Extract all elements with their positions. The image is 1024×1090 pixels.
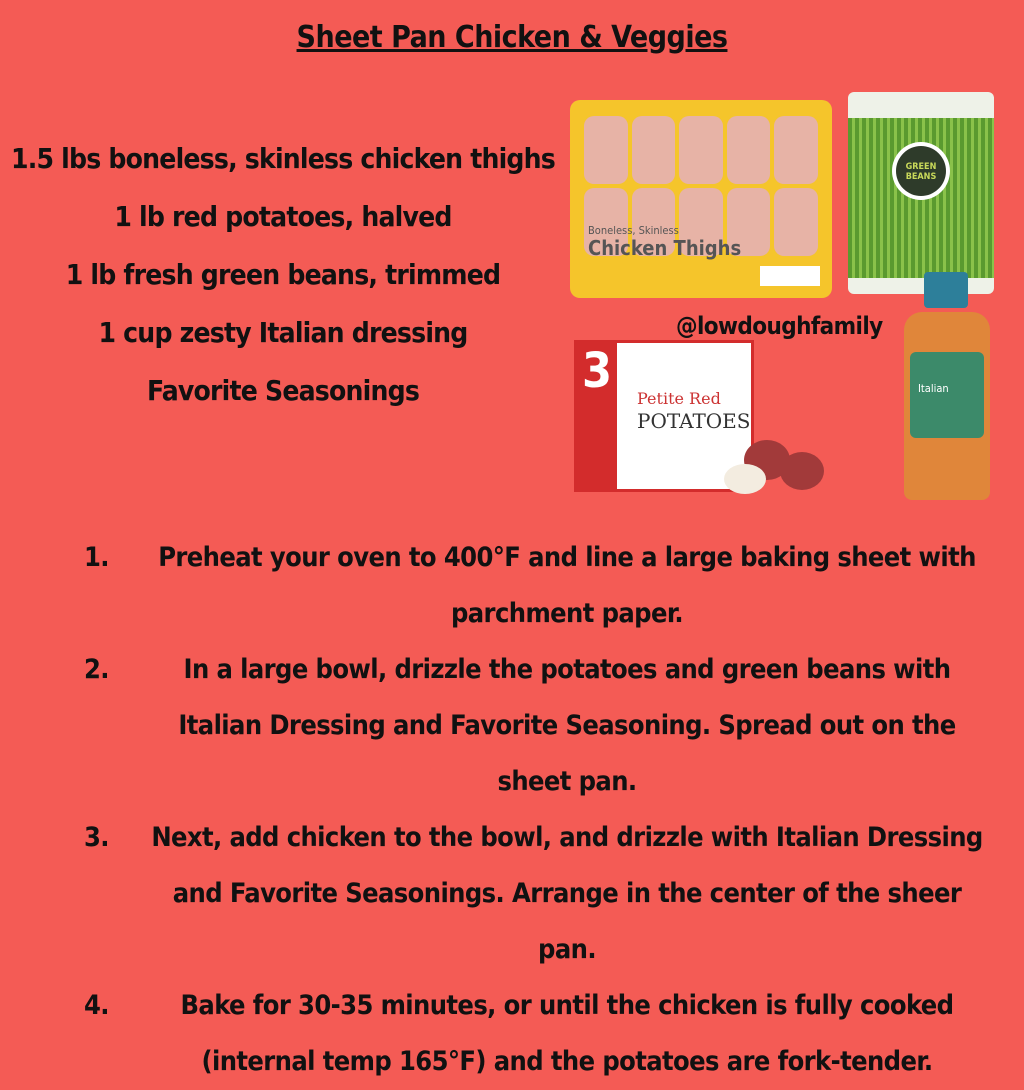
step-number: 3. [84, 822, 109, 853]
potato-name: POTATOES [637, 409, 751, 433]
instruction-step [70, 530, 990, 642]
step-text: Preheat your oven to 400°F and line a large baking sheet with parchment paper. [158, 542, 976, 629]
ingredient-item: 1 cup zesty Italian dressing [98, 316, 468, 349]
barcode-label [760, 266, 820, 286]
step-text: Bake for 30-35 minutes, or until the chicken is fully cooked (internal temp 165°F) and the potatoes are fork-tender. [180, 990, 954, 1077]
ingredient-item: Favorite Seasonings [146, 374, 420, 407]
dressing-label-text: Italian [918, 382, 949, 395]
potato-pounds-count: 3 [577, 343, 617, 489]
chicken-label-small: Boneless, Skinless [588, 224, 679, 237]
ingredient-item: 1.5 lbs boneless, skinless chicken thighs [10, 142, 555, 175]
ingredient-item: 1 lb fresh green beans, trimmed [65, 258, 501, 291]
instruction-step [70, 642, 990, 810]
red-potatoes-bag-image [574, 340, 836, 496]
potato-variety: Petite Red [637, 389, 721, 408]
step-text: In a large bowl, drizzle the potatoes and green beans with Italian Dressing and Favorite Seasoning. Spread out on the sheet pan. [178, 654, 956, 797]
step-number: 2. [84, 654, 109, 685]
ingredient-list [8, 130, 558, 420]
green-beans-badge [892, 142, 950, 200]
potato-shape [780, 452, 824, 490]
green-beans-label: GREEN BEANS [896, 146, 946, 196]
chicken-label-name: Chicken Thighs [588, 236, 742, 260]
bottle-cap [924, 272, 968, 308]
social-handle: @lowdoughfamily [676, 312, 883, 340]
instruction-list [70, 530, 990, 1090]
step-number: 1. [84, 542, 109, 573]
instruction-step [70, 978, 990, 1090]
ingredient-item: 1 lb red potatoes, halved [114, 200, 452, 233]
green-beans-bag-image [848, 92, 994, 294]
recipe-title: Sheet Pan Chicken & Veggies [296, 20, 728, 55]
potato-shape [724, 464, 766, 494]
dressing-label [910, 352, 984, 438]
potato-bag [574, 340, 754, 492]
chicken-thighs-package-image [570, 100, 832, 298]
italian-dressing-bottle-image [900, 272, 994, 502]
step-text: Next, add chicken to the bowl, and drizzle with Italian Dressing and Favorite Seasonings. Arrange in the center of the sheer pan. [151, 822, 983, 965]
instruction-step [70, 810, 990, 978]
step-number: 4. [84, 990, 109, 1021]
